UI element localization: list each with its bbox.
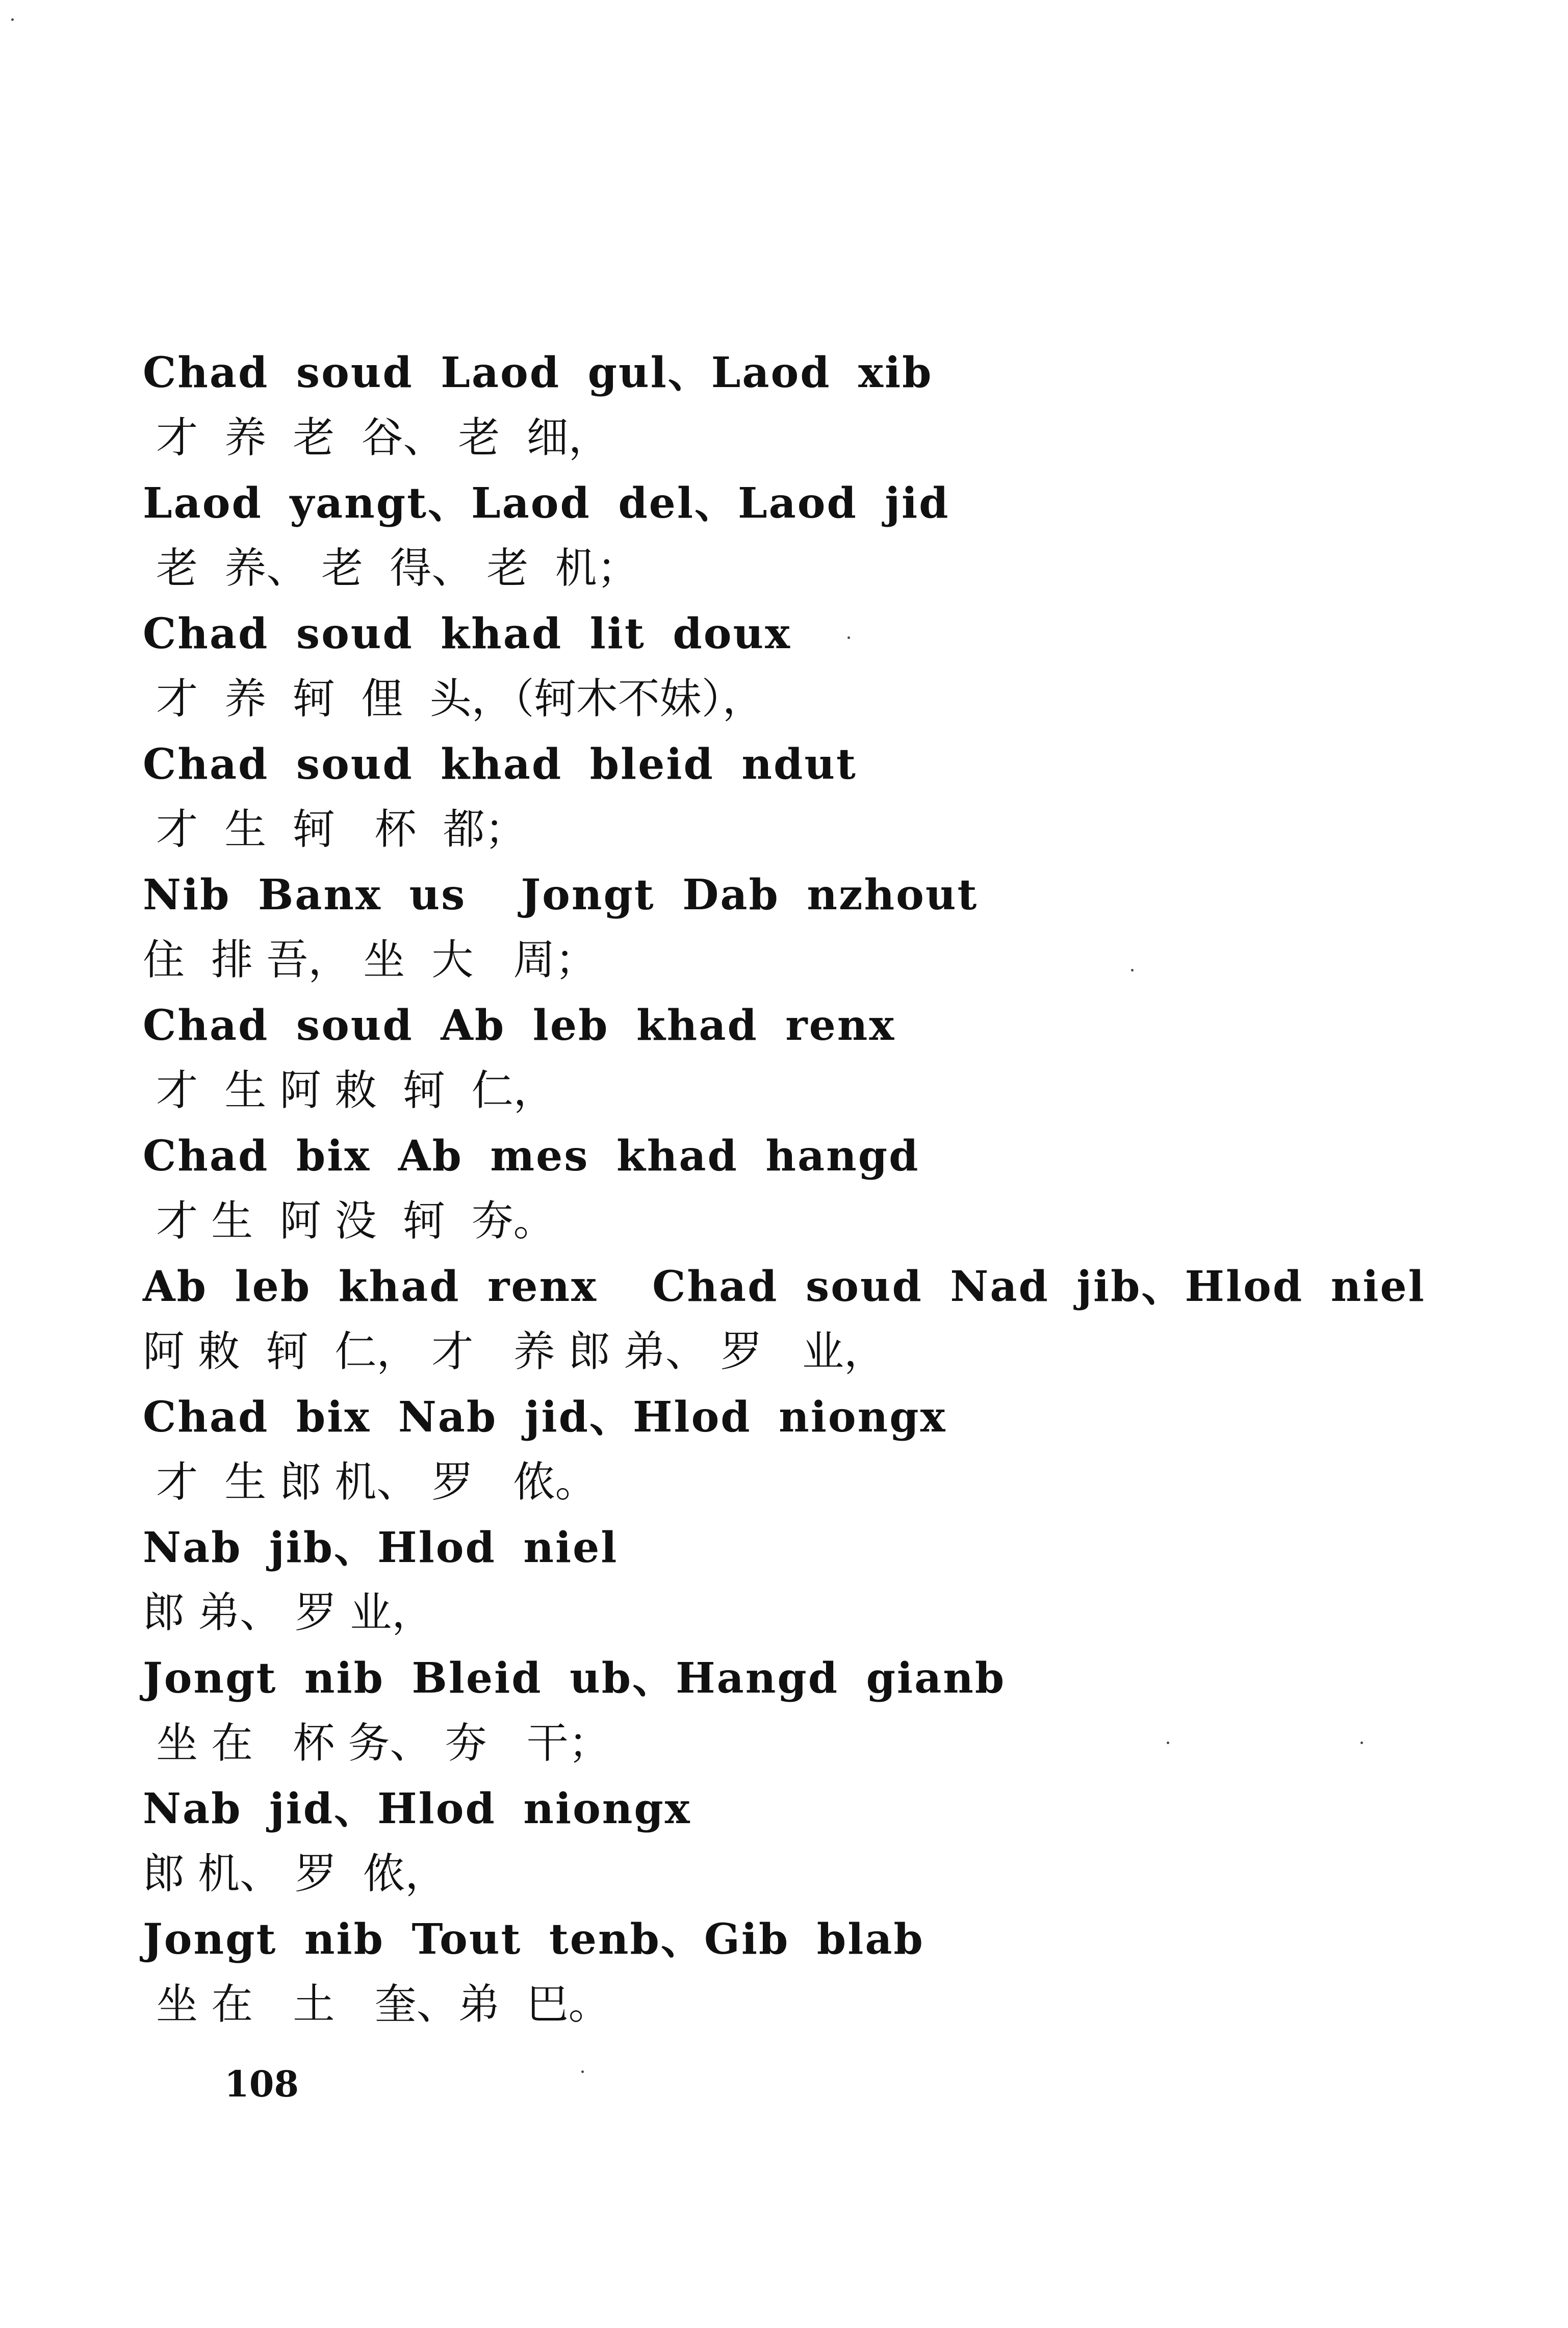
chinese-line: 郎 机、 罗 侬， bbox=[143, 1850, 447, 1898]
romanized-line: Jongt nib Tout tenb、Gib blab bbox=[143, 1915, 924, 1964]
chinese-line: 坐 在 土 奎、弟 巴。 bbox=[143, 1980, 610, 2029]
romanized-line: Chad bix Nab jid、Hlod niongx bbox=[143, 1393, 947, 1442]
chinese-line: 才 生 阿 没 轲 夯。 bbox=[143, 1197, 555, 1245]
scan-speck bbox=[1167, 1742, 1169, 1744]
chinese-line: 阿 敕 轲 仁， 才 养 郎 弟、 罗 业， bbox=[143, 1327, 886, 1376]
romanized-line: Chad bix Ab mes khad hangd bbox=[143, 1132, 920, 1181]
romanized-line: Laod yangt、Laod del、Laod jid bbox=[143, 479, 950, 528]
chinese-line: 郎 弟、 罗 业， bbox=[143, 1589, 434, 1637]
romanized-line: Chad soud khad bleid ndut bbox=[143, 740, 857, 789]
scan-speck bbox=[581, 2070, 584, 2073]
romanized-line: Nab jib、Hlod niel bbox=[143, 1523, 619, 1572]
romanized-line: Chad soud Laod gul、Laod xib bbox=[143, 348, 933, 397]
chinese-line: 才 生 阿 敕 轲 仁， bbox=[143, 1066, 555, 1115]
chinese-line: 坐 在 杯 务、 夯 干； bbox=[143, 1719, 610, 1768]
scan-speck bbox=[11, 18, 14, 21]
romanized-line: Ab leb khad renx Chad soud Nad jib、Hlod niel bbox=[143, 1262, 1426, 1311]
romanized-line: Nab jid、Hlod niongx bbox=[143, 1784, 691, 1833]
romanized-line: Chad soud Ab leb khad renx bbox=[143, 1001, 896, 1050]
chinese-line: 才 养 老 谷、 老 细， bbox=[143, 414, 610, 462]
chinese-line: 才 生 郎 机、 罗 侬。 bbox=[143, 1458, 597, 1506]
romanized-line: Chad soud khad lit doux bbox=[143, 609, 791, 658]
romanized-line: Jongt nib Bleid ub、Hangd gianb bbox=[143, 1654, 1006, 1703]
scan-speck bbox=[1360, 1742, 1363, 1744]
romanized-line: Nib Banx us Jongt Dab nzhout bbox=[143, 871, 979, 919]
chinese-line: 才 生 轲 杯 都； bbox=[143, 805, 527, 854]
chinese-line: 住 排 吾， 坐 大 周； bbox=[143, 936, 597, 984]
chinese-line: 老 养、 老 得、 老 机； bbox=[143, 544, 639, 593]
page-number: 108 bbox=[224, 2063, 299, 2105]
scan-speck bbox=[1131, 969, 1134, 971]
chinese-line: 才 养 轲 俚 头，（轲木不妹）， bbox=[143, 675, 764, 723]
scan-speck bbox=[847, 636, 850, 639]
